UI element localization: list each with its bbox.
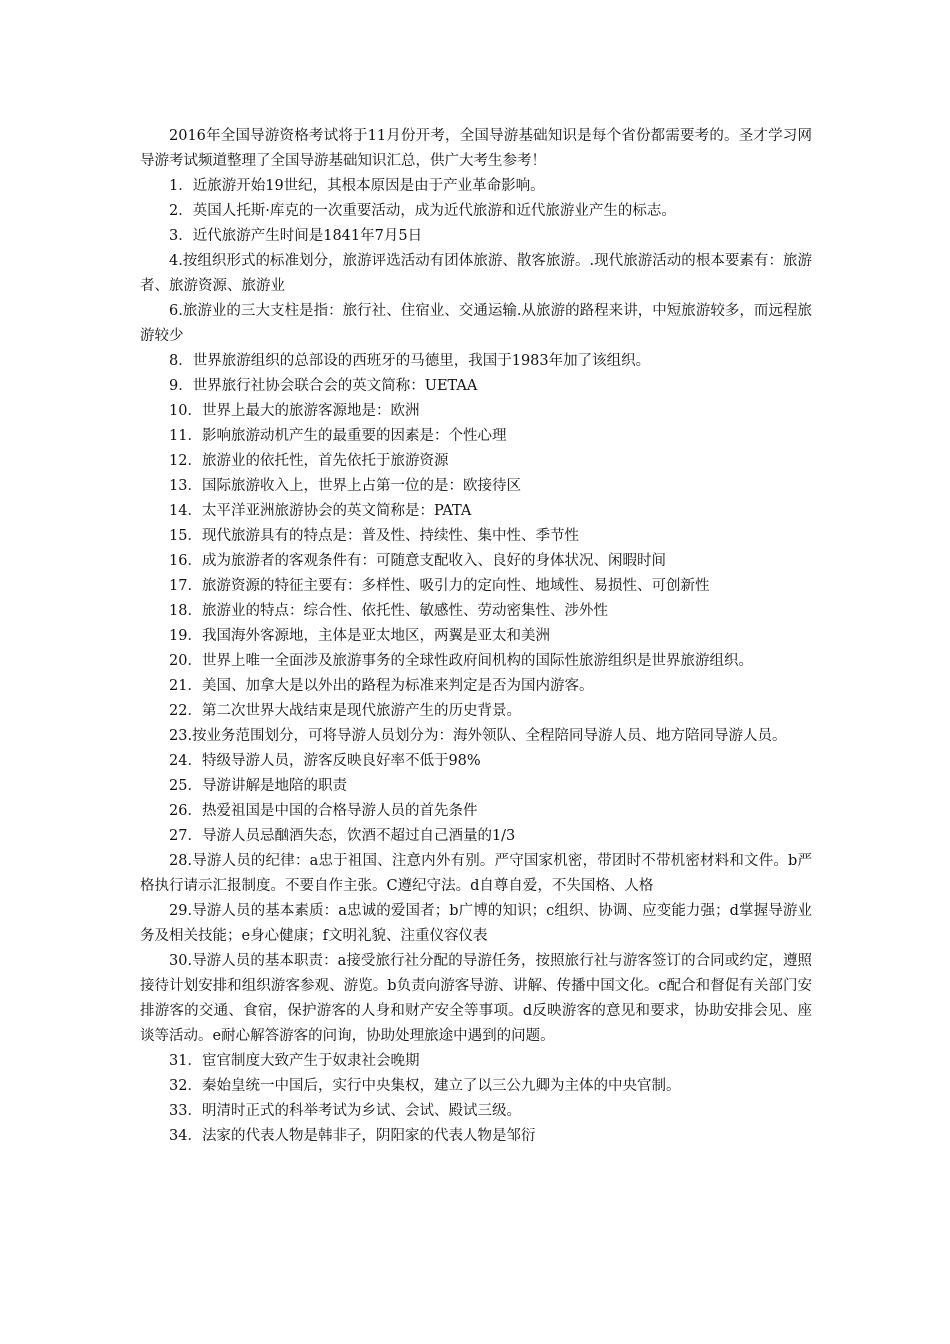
item-27: 27．导游人员忌酗酒失态，饮酒不超过自己酒量的1/3 — [169, 828, 516, 844]
item-17: 17．旅游资源的特征主要有：多样性、吸引力的定向性、地域性、易损性、可创新性 — [169, 578, 710, 594]
item-15: 15．现代旅游具有的特点是：普及性、持续性、集中性、季节性 — [169, 528, 579, 544]
item-26: 26．热爱祖国是中国的合格导游人员的首先条件 — [169, 803, 478, 819]
intro-paragraph: 2016年全国导游资格考试将于11月份开考，全国导游基础知识是每个省份都需要考的。圣才学习网导游考试频道整理了全国导游基础知识汇总，供广大考生参考！ — [140, 128, 812, 169]
item-8: 8．世界旅游组织的总部设的西班牙的马德里，我国于1983年加了该组织。 — [169, 353, 651, 369]
item-10: 10．世界上最大的旅游客源地是：欧洲 — [169, 403, 420, 419]
item-29: 29.导游人员的基本素质：a忠诚的爱国者；b广博的知识；c组织、协调、应变能力强；d掌握导游业务及相关技能；e身心健康；f文明礼貌、注重仪容仪表 — [140, 903, 812, 944]
document-body — [140, 124, 812, 1149]
item-16: 16．成为旅游者的客观条件有：可随意支配收入、良好的身体状况、闲暇时间 — [169, 553, 666, 569]
item-1: 1．近旅游开始19世纪，其根本原因是由于产业革命影响。 — [169, 178, 545, 194]
item-34: 34．法家的代表人物是韩非子，阴阳家的代表人物是邹衍 — [169, 1128, 536, 1144]
item-18: 18．旅游业的特点：综合性、依托性、敏感性、劳动密集性、涉外性 — [169, 603, 608, 619]
item-21: 21．美国、加拿大是以外出的路程为标准来判定是否为国内游客。 — [169, 678, 594, 694]
item-6: 6.旅游业的三大支柱是指：旅行社、住宿业、交通运输.从旅游的路程来讲，中短旅游较多，而远程旅游较少 — [140, 303, 812, 344]
item-33: 33．明清时正式的科举考试为乡试、会试、殿试三级。 — [169, 1103, 521, 1119]
item-11: 11．影响旅游动机产生的最重要的因素是：个性心理 — [169, 428, 507, 444]
item-31: 31．宦官制度大致产生于奴隶社会晚期 — [169, 1053, 420, 1069]
item-12: 12．旅游业的依托性，首先依托于旅游资源 — [169, 453, 449, 469]
item-9: 9．世界旅行社协会联合会的英文简称：UETAA — [169, 378, 478, 394]
item-3: 3．近代旅游产生时间是1841年7月5日 — [169, 228, 423, 244]
item-24: 24．特级导游人员，游客反映良好率不低于98% — [169, 753, 481, 769]
item-20: 20．世界上唯一全面涉及旅游事务的全球性政府间机构的国际性旅游组织是世界旅游组织。 — [169, 653, 753, 669]
item-32: 32．秦始皇统一中国后，实行中央集权，建立了以三公九卿为主体的中央官制。 — [169, 1078, 681, 1094]
item-4: 4.按组织形式的标准划分，旅游评选活动有团体旅游、散客旅游。.现代旅游活动的根本要素有：旅游者、旅游资源、旅游业 — [140, 253, 812, 294]
item-14: 14．太平洋亚洲旅游协会的英文简称是：PATA — [169, 503, 472, 519]
item-19: 19．我国海外客源地，主体是亚太地区，两翼是亚太和美洲 — [169, 628, 550, 644]
item-30: 30.导游人员的基本职责：a接受旅行社分配的导游任务，按照旅行社与游客签订的合同或约定，遵照接待计划安排和组织游客参观、游览。b负责向游客导游、讲解、传播中国文化。c配合和督促有关部门安排游客的交通、食宿，保护游客的人身和财产安全等事项。d反映游客的意见和要求，协助安排会见、座谈等活动。e耐心解答游客的问询，协助处理旅途中遇到的问题。 — [140, 953, 812, 1044]
item-22: 22．第二次世界大战结束是现代旅游产生的历史背景。 — [169, 703, 521, 719]
item-2: 2．英国人托斯·库克的一次重要活动，成为近代旅游和近代旅游业产生的标志。 — [169, 203, 676, 219]
item-23: 23.按业务范围划分，可将导游人员划分为：海外领队、全程陪同导游人员、地方陪同导游人员。 — [169, 728, 787, 744]
item-28: 28.导游人员的纪律：a忠于祖国、注意内外有别。严守国家机密，带团时不带机密材料和文件。b严格执行请示汇报制度。不要自作主张。C遵纪守法。d自尊自爱，不失国格、人格 — [140, 853, 812, 894]
item-25: 25．导游讲解是地陪的职责 — [169, 778, 347, 794]
item-13: 13．国际旅游收入上，世界上占第一位的是：欧接待区 — [169, 478, 521, 494]
